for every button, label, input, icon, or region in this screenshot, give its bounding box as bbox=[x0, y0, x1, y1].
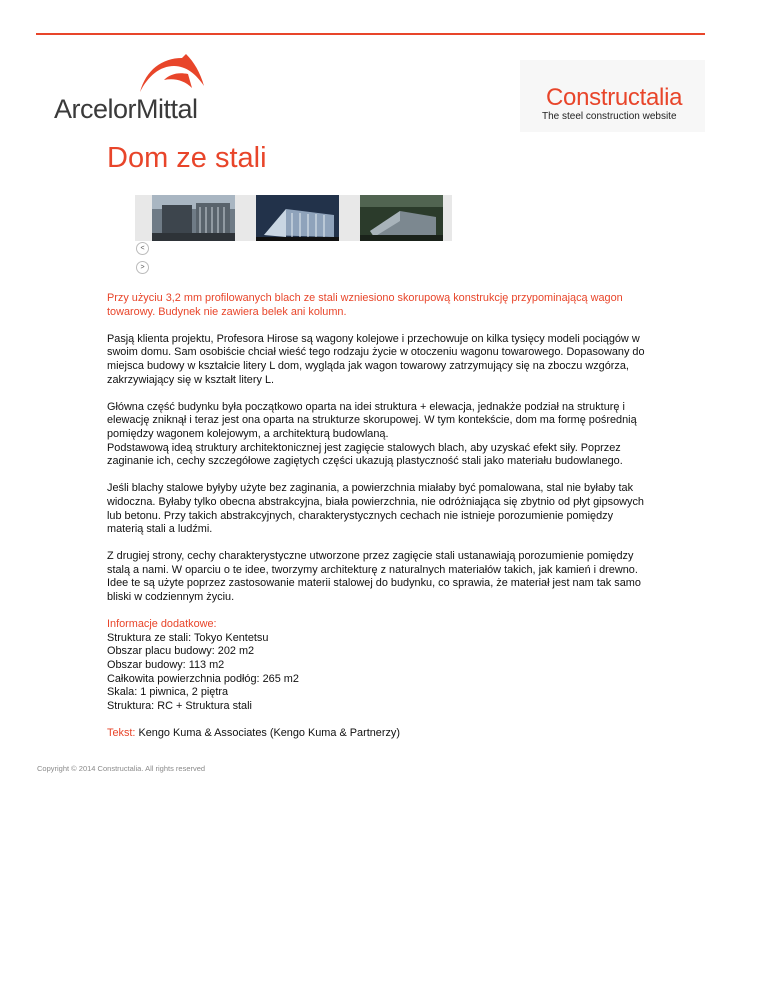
gallery-thumbnail-2[interactable] bbox=[256, 195, 339, 241]
article-paragraph-4: Jeśli blachy stalowe byłyby użyte bez zaginania, a powierzchnia miałaby być pomalowana, stal nie byłaby tak widoczna. Byłaby tylko obecna abstrakcyjna, biała powierzchnia, nie odróżniająca się zbytnio od płyt gipsowych lub betonu. Przy takich abstrakcyjnych, charakterystycznych cechach nie istnieje porozumienie pomiędzy materią stali a ludźmi. bbox=[107, 482, 644, 536]
constructalia-logo bbox=[520, 60, 705, 132]
text-credit-value: Kengo Kuma & Associates (Kengo Kuma & Partnerzy) bbox=[135, 727, 400, 739]
constructalia-wordmark: Constructalia bbox=[546, 84, 683, 111]
article-paragraph-5: Z drugiej strony, cechy charakterystyczne utworzone przez zagięcie stali ustanawiają porozumienie pomiędzy stalą a nami. W oparciu o te idee, tworzymy architekturę z naturalnych materiałów takich, jak kamień i drewno. Idee te są użyte poprzez zastosowanie materii stalowej do budynku, co sprawia, że materiał jest nam tak samo bliski w codziennym życiu. bbox=[107, 550, 641, 604]
article-paragraph-3: Podstawową ideą struktury architektonicznej jest zagięcie stalowych blach, aby uzyskać efekt siły. Poprzez zaginanie ich, cechy szczegółowe zagiętych części ukazują plastyczność stali jako materiału budowlanego. bbox=[107, 441, 623, 468]
article-paragraph-2: Główna część budynku była początkowo oparta na idei struktura + elewacja, jednakże podział na strukturę i elewację zniknął i teraz jest ona oparta na strukturze skorupowej. W tym kontekście, dom ma formę pośrednią pomiędzy wagonem kolejowym, a architekturą budowlaną. bbox=[107, 400, 637, 440]
info-line: Skala: 1 piwnica, 2 piętra bbox=[107, 686, 229, 699]
gallery-thumbnail-1[interactable] bbox=[152, 195, 235, 241]
gallery-next-button[interactable]: > bbox=[136, 261, 149, 274]
text-credit bbox=[107, 727, 652, 741]
info-line: Struktura ze stali: Tokyo Kentetsu bbox=[107, 631, 269, 644]
text-credit-label: Tekst: bbox=[107, 727, 136, 739]
arcelormittal-logo bbox=[54, 52, 214, 124]
gallery-thumbnail-3[interactable] bbox=[360, 195, 443, 241]
info-line: Obszar budowy: 113 m2 bbox=[107, 659, 225, 672]
constructalia-tagline: The steel construction website bbox=[542, 111, 677, 122]
additional-info bbox=[107, 618, 652, 713]
info-line: Struktura: RC + Struktura stali bbox=[107, 699, 252, 712]
article-paragraph-1: Pasją klienta projektu, Profesora Hirose są wagony kolejowe i przechowuje on kilka tysięcy modeli pociągów w swoim domu. Sam osobiście chciał wieść tego rodzaju życie w otoczeniu wagonu towarowego. Dopasowany do miejsca budowy w kształcie litery L dom, wygląda jak wagon towarowy zatrzymujący się na zboczu wzgórza, zakrzywiający się w kształt litery L. bbox=[107, 332, 645, 386]
page-title: Dom ze stali bbox=[107, 142, 267, 174]
additional-info-heading: Informacje dodatkowe: bbox=[107, 618, 217, 631]
copyright-notice: Copyright © 2014 Constructalia. All rights reserved bbox=[37, 764, 206, 773]
arcelormittal-wordmark: ArcelorMittal bbox=[54, 94, 198, 124]
article-lead: Przy użyciu 3,2 mm profilowanych blach ze stali wzniesiono skorupową konstrukcję przypominającą wagon towarowy. Budynek nie zawiera belek ani kolumn. bbox=[107, 292, 623, 318]
article-body bbox=[107, 292, 652, 754]
article-paragraph-group bbox=[107, 401, 652, 469]
image-gallery bbox=[135, 195, 452, 241]
info-line: Obszar placu budowy: 202 m2 bbox=[107, 645, 255, 658]
header-rule bbox=[36, 33, 705, 35]
gallery-prev-button[interactable]: < bbox=[136, 242, 149, 255]
info-line: Całkowita powierzchnia podłóg: 265 m2 bbox=[107, 672, 299, 685]
